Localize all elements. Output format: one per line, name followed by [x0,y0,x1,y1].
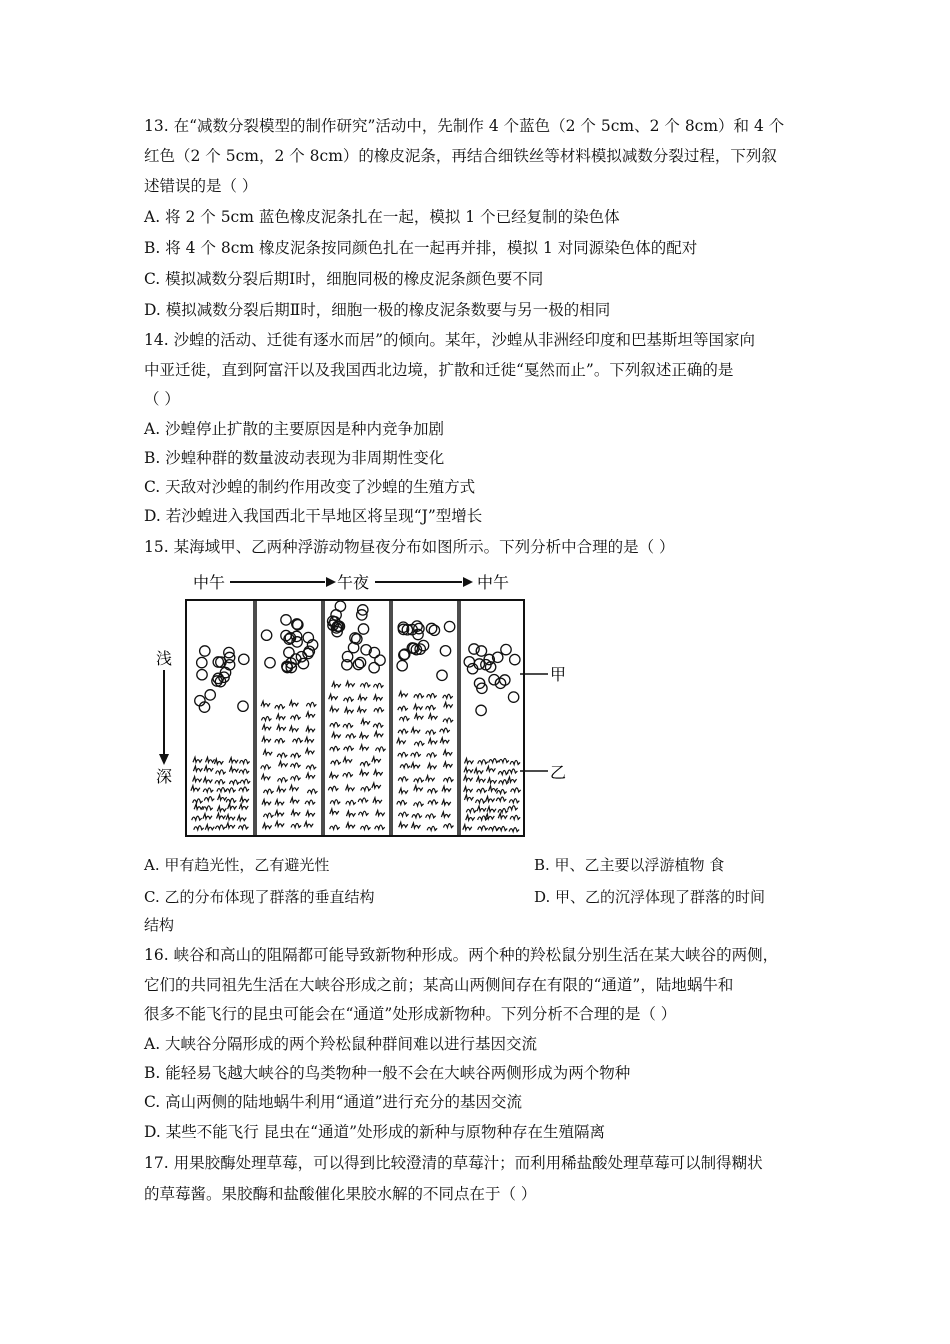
species-b-label: 乙 [550,763,567,782]
plankton-b-mark [399,822,408,827]
plankton-a-mark [444,621,454,631]
plankton-b-mark [411,728,420,733]
plankton-b-mark [261,716,271,720]
plankton-a-mark [437,670,447,680]
plankton-b-mark [361,787,371,791]
species-a-label: 甲 [550,665,567,684]
plankton-b-mark [464,787,473,792]
plankton-b-mark [306,727,315,732]
plankton-b-mark [486,797,495,802]
time-arrow-2 [375,577,473,587]
plankton-b-mark [275,704,285,708]
plankton-b-mark [330,723,340,727]
plankton-b-mark [277,787,286,792]
plankton-b-mark [289,726,298,731]
plankton-b-mark [376,747,386,751]
time-arrow-1 [230,577,336,587]
plankton-b-mark [328,786,338,790]
plankton-a-mark [239,654,249,664]
plankton-b-mark [508,777,517,782]
plankton-b-mark [372,757,381,762]
plankton-b-mark [398,706,408,710]
figure-frame [186,600,524,836]
plankton-b-mark [291,776,301,780]
plankton-b-mark [305,800,315,804]
plankton-b-mark [499,758,509,762]
plankton-a-mark [205,690,215,700]
q13-option-a: A. 将 2 个 5cm 蓝色橡皮泥条扎在一起，模拟 1 个已经复制的染色体 [144,208,620,226]
plankton-a-mark [489,675,499,685]
plankton-b-mark [476,799,486,803]
plankton-b-mark [357,707,366,712]
plankton-b-mark [428,739,437,744]
plankton-a-mark [510,654,520,664]
plankton-b-mark [229,758,238,763]
plankton-b-mark [343,723,353,727]
plankton-b-mark [239,769,249,773]
plankton-b-mark [372,783,381,788]
plankton-b-mark [443,777,453,781]
plankton-b-mark [263,750,272,755]
plankton-b-mark [203,806,213,810]
q16-stem-line-2: 它们的共同祖先生活在大峡谷形成之前；某高山两侧间存在有限的“通道”，陆地蜗牛和 [144,976,734,994]
plankton-b-mark [397,800,407,804]
plankton-b-mark [414,778,424,782]
plankton-a-mark [197,670,207,680]
plankton-b-mark [426,776,435,781]
plankton-a-mark [469,644,479,654]
plankton-b-mark [193,766,202,771]
q13-option-d: D. 模拟减数分裂后期Ⅱ时，细胞一极的橡皮泥条数要与另一极的相同 [144,301,611,319]
plankton-a-mark [200,646,210,656]
q17-stem-line-2: 的草莓酱。果胶酶和盐酸催化果胶水解的不同点在于（ ） [144,1185,537,1203]
plankton-b-mark [428,800,438,804]
plankton-b-mark [442,800,451,805]
plankton-b-mark [205,825,214,830]
plankton-b-mark [306,811,315,816]
plankton-a-mark [331,610,341,620]
plankton-b-mark [192,816,202,820]
q13-stem-line-2: 红色（2 个 5cm，2 个 8cm）的橡皮泥条，再结合细铁丝等材料模拟减数分裂过程，下列叙 [144,147,777,165]
plankton-b-mark [498,770,508,774]
plankton-b-mark [306,773,315,778]
plankton-b-mark [304,822,313,827]
plankton-b-mark [399,788,408,793]
plankton-b-mark [426,705,436,709]
plankton-b-mark [238,825,248,829]
plankton-b-mark [290,798,299,803]
plankton-b-mark [330,746,340,750]
plankton-b-mark [191,786,200,791]
plankton-a-mark [298,658,308,668]
plankton-b-mark [411,823,420,828]
plankton-b-mark [399,812,409,816]
plankton-b-mark [228,804,237,809]
plankton-b-mark [464,795,473,800]
plankton-a-mark [476,705,486,715]
q14-stem-line-1: 14. 沙蝗的活动、迁徙有逐水而居”的倾向。某年，沙蝗从非洲经印度和巴基斯坦等国家向 [144,331,756,349]
plankton-b-mark [411,763,420,768]
column-noon-2 [463,644,521,832]
plankton-b-mark [330,809,339,814]
plankton-b-mark [358,695,367,700]
plankton-b-mark [427,693,437,697]
plankton-b-mark [240,797,249,802]
plankton-b-mark [226,788,236,792]
q15-option-a: A. 甲有趋光性，乙有避光性 [144,856,330,874]
plankton-b-mark [329,773,338,778]
plankton-b-mark [488,778,497,783]
plankton-b-mark [477,806,486,811]
plankton-b-mark [399,691,408,696]
plankton-b-mark [427,753,437,757]
plankton-b-mark [264,789,274,793]
time-label-midnight: 午夜 [337,573,370,592]
plankton-b-mark [414,694,424,698]
plankton-b-mark [346,785,355,790]
plankton-b-mark [374,708,384,712]
plankton-b-mark [414,714,423,719]
plankton-b-mark [360,770,369,775]
q14-option-a: A. 沙蝗停止扩散的主要原因是种内竞争加剧 [144,420,445,438]
plankton-b-mark [375,825,385,829]
plankton-b-mark [291,753,301,757]
plankton-b-mark [466,815,475,820]
plankton-b-mark [398,752,408,756]
q14-option-c: C. 天敌对沙蝗的制约作用改变了沙蝗的生殖方式 [144,478,476,496]
plankton-b-mark [203,777,212,782]
plankton-b-mark [497,790,507,794]
plankton-b-mark [428,714,437,719]
plankton-b-mark [330,706,339,711]
plankton-b-mark [291,763,301,767]
plankton-b-mark [360,825,370,829]
q16-option-b: B. 能轻易飞越大峡谷的鸟类物种一般不会在大峡谷两侧形成为两个物种 [144,1064,631,1082]
plankton-b-mark [511,788,521,792]
q15-stem: 15. 某海域甲、乙两种浮游动物昼夜分布如图所示。下列分析中合理的是（ ） [144,538,675,556]
plankton-b-mark [487,807,496,812]
plankton-b-mark [374,732,383,737]
plankton-b-mark [486,766,495,771]
plankton-b-mark [305,749,314,754]
plankton-b-mark [508,806,518,810]
plankton-b-mark [329,694,338,699]
plankton-b-mark [346,800,356,804]
plankton-b-mark [264,813,274,817]
plankton-b-mark [443,750,452,755]
plankton-b-mark [275,821,284,826]
plankton-b-mark [426,730,436,734]
plankton-b-mark [346,681,355,686]
plankton-b-mark [496,797,506,801]
plankton-b-mark [278,778,288,782]
plankton-a-mark [261,630,271,640]
plankton-b-mark [204,766,213,771]
plankton-b-mark [215,780,225,784]
plankton-b-mark [305,737,314,742]
q13-option-b: B. 将 4 个 8cm 橡皮泥条按同颜色扎在一起再并排，模拟 1 对同源染色体的配对 [144,239,698,257]
plankton-b-mark [414,802,424,806]
plankton-b-mark [373,723,383,727]
q13-option-c: C. 模拟减数分裂后期Ⅰ时，细胞同极的橡皮泥条颜色要不同 [144,270,544,288]
plankton-b-mark [474,768,483,773]
plankton-b-mark [464,776,473,781]
column-noon-1 [191,646,250,830]
plankton-b-mark [361,719,370,724]
plankton-b-mark [194,804,203,809]
plankton-b-mark [476,777,485,782]
plankton-a-mark [197,657,207,667]
plankton-b-mark [194,826,204,830]
plankton-b-mark [427,826,437,830]
q14-stem-line-3: （ ） [144,390,180,408]
plankton-b-mark [360,762,370,766]
plankton-b-mark [307,789,317,793]
plankton-b-mark [216,770,226,774]
plankton-b-mark [217,806,226,811]
plankton-b-mark [414,786,423,791]
plankton-a-mark [501,644,511,654]
plankton-b-mark [203,788,213,792]
plankton-b-mark [477,788,487,792]
plankton-b-mark [306,765,316,769]
plankton-a-mark [353,659,363,669]
plankton-b-mark [343,772,353,776]
plankton-a-mark [399,650,409,660]
plankton-b-mark [360,683,370,687]
plankton-b-mark [343,757,352,762]
plankton-b-mark [374,695,383,700]
plankton-b-mark [345,708,354,713]
plankton-b-mark [275,739,285,743]
plankton-b-mark [414,704,423,709]
plankton-b-mark [275,811,284,816]
plankton-b-mark [358,798,368,802]
plankton-b-mark [279,761,288,766]
plankton-b-mark [346,811,355,816]
column-afternoon [261,615,318,829]
plankton-b-mark [240,759,250,763]
plankton-b-mark [398,777,408,781]
column-midnight [328,601,386,829]
q16-option-a: A. 大峡谷分隔形成的两个羚松鼠种群间难以进行基因交流 [144,1035,538,1053]
plankton-b-mark [332,682,341,687]
plankton-a-mark [426,623,436,633]
q13-stem-line-3: 述错误的是（ ） [144,177,258,195]
plankton-b-mark [204,797,214,801]
plankton-b-mark [346,823,355,828]
plankton-b-mark [226,815,235,820]
plankton-b-mark [464,767,473,772]
plankton-b-mark [411,752,421,756]
plankton-a-mark [369,663,379,673]
plankton-a-mark [265,658,275,668]
plankton-b-mark [205,757,214,762]
plankton-b-mark [442,786,451,791]
plankton-b-mark [218,795,227,800]
plankton-b-mark [373,798,382,803]
plankton-b-mark [376,811,385,816]
plankton-a-mark [284,647,294,657]
plankton-b-mark [397,738,406,743]
plankton-b-mark [290,785,299,790]
plankton-b-mark [498,809,508,813]
q17-stem-line-1: 17. 用果胶酶处理草莓，可以得到比较澄清的草莓汁；而利用稀盐酸处理草莓可以制得糊状 [144,1154,763,1172]
plankton-b-mark [293,738,303,742]
q14-option-b: B. 沙蝗种群的数量波动表现为非周期性变化 [144,449,445,467]
plankton-a-mark [358,624,368,634]
plankton-b-mark [330,825,340,829]
plankton-b-mark [330,800,340,804]
plankton-b-mark [489,786,498,791]
plankton-b-mark [216,814,225,819]
plankton-b-mark [262,737,271,742]
q13-stem-line-1: 13. 在“减数分裂模型的制作研究”活动中，先制作 4 个蓝色（2 个 5cm、2 个 8cm）和 4 个 [144,117,785,135]
plankton-b-mark [426,814,436,818]
plankton-b-mark [414,741,424,745]
plankton-b-mark [507,769,517,773]
depth-arrow [159,670,169,765]
plankton-b-mark [306,702,316,706]
column-morning [397,621,455,830]
plankton-b-mark [277,725,286,730]
plankton-b-mark [215,825,225,829]
plankton-b-mark [374,770,383,775]
plankton-b-mark [306,712,315,717]
plankton-b-mark [463,825,472,830]
plankton-a-mark [375,655,385,665]
plankton-b-mark [276,714,285,719]
plankton-b-mark [239,787,249,791]
plankton-b-mark [214,759,223,764]
plankton-b-mark [226,798,236,802]
plankton-b-mark [400,764,410,768]
plankton-b-mark [398,729,408,733]
plankton-b-mark [478,760,488,764]
plankton-b-mark [239,804,248,809]
plankton-b-mark [289,701,298,706]
plankton-b-mark [373,683,383,687]
plankton-b-mark [226,823,235,828]
q16-option-c: C. 高山两侧的陆地蜗牛利用“通道”进行充分的基因交流 [144,1093,523,1111]
plankton-b-mark [478,826,488,830]
plankton-distribution-figure [150,568,580,843]
plankton-b-mark [193,799,203,803]
plankton-marks [191,601,521,832]
plankton-b-mark [428,763,437,768]
plankton-b-mark [344,697,354,701]
plankton-b-mark [466,808,476,812]
plankton-b-mark [193,777,202,782]
plankton-a-mark [440,646,450,656]
plankton-b-mark [443,718,453,722]
depth-label-deep: 深 [156,767,173,786]
q16-stem-line-1: 16. 峡谷和高山的阻隔都可能导致新物种形成。两个种的羚松鼠分别生活在某大峡谷的两侧， [144,946,779,964]
plankton-b-mark [262,725,271,730]
plankton-b-mark [509,799,519,803]
plankton-a-mark [508,692,518,702]
plankton-b-mark [360,733,369,738]
time-label-noon-2: 中午 [477,573,510,592]
q15-option-b: B. 甲、乙主要以浮游植物 食 [534,856,725,874]
plankton-b-mark [399,716,409,720]
plankton-b-mark [444,702,453,707]
plankton-b-mark [443,762,452,767]
q16-option-d: D. 某些不能飞行 昆虫在“通道”处形成的新种与原物种存在生殖隔离 [144,1123,606,1141]
plankton-b-mark [510,815,520,819]
q15-option-c: C. 乙的分布体现了群落的垂直结构 [144,888,375,906]
plankton-b-mark [277,753,287,757]
plankton-b-mark [229,780,239,784]
q15-option-d-continued: 结构 [144,916,175,934]
plankton-b-mark [443,694,453,698]
plankton-a-mark [281,615,291,625]
plankton-b-mark [291,810,300,815]
plankton-b-mark [443,824,453,828]
plankton-b-mark [412,814,422,818]
plankton-b-mark [440,728,450,732]
plankton-b-mark [193,757,202,762]
plankton-b-mark [261,774,270,779]
plankton-b-mark [510,760,520,764]
plankton-b-mark [332,732,341,737]
plankton-b-mark [275,800,284,805]
plankton-b-mark [262,800,271,805]
q14-option-d: D. 若沙蝗进入我国西北干旱地区将呈现“J”型增长 [144,507,483,525]
time-label-noon-1: 中午 [193,573,226,592]
plankton-b-mark [261,765,271,769]
plankton-b-mark [465,758,474,763]
plankton-a-mark [476,646,486,656]
plankton-b-mark [509,828,519,832]
depth-label-shallow: 浅 [156,649,173,668]
q16-stem-line-3: 很多不能飞行的昆虫可能会在“通道”处形成新物种。下列分析不合理的是（ ） [144,1005,677,1023]
plankton-b-mark [344,746,354,750]
plankton-b-mark [489,759,499,763]
plankton-b-mark [203,814,212,819]
plankton-b-mark [359,811,369,815]
plankton-b-mark [263,823,272,828]
plankton-b-mark [498,813,507,818]
q14-stem-line-2: 中亚迁徙，直到阿富汗以及我国西北边境，扩散和迁徙“戛然而止”。下列叙述正确的是 [144,361,734,379]
plankton-b-mark [497,827,507,831]
plankton-b-mark [291,715,301,719]
plankton-b-mark [440,738,449,743]
plankton-a-mark [397,661,407,671]
q15-option-d: D. 甲、乙的沉浮体现了群落的时间 [534,888,766,906]
plankton-a-mark [238,701,248,711]
plankton-b-mark [428,789,438,793]
plankton-b-mark [331,760,341,764]
plankton-b-mark [237,816,246,821]
plankton-b-mark [441,812,450,817]
plankton-b-mark [346,734,356,738]
plankton-b-mark [261,701,270,706]
plankton-b-mark [229,767,238,772]
plankton-b-mark [240,779,250,783]
plankton-b-mark [360,745,369,750]
plankton-b-mark [291,823,301,827]
